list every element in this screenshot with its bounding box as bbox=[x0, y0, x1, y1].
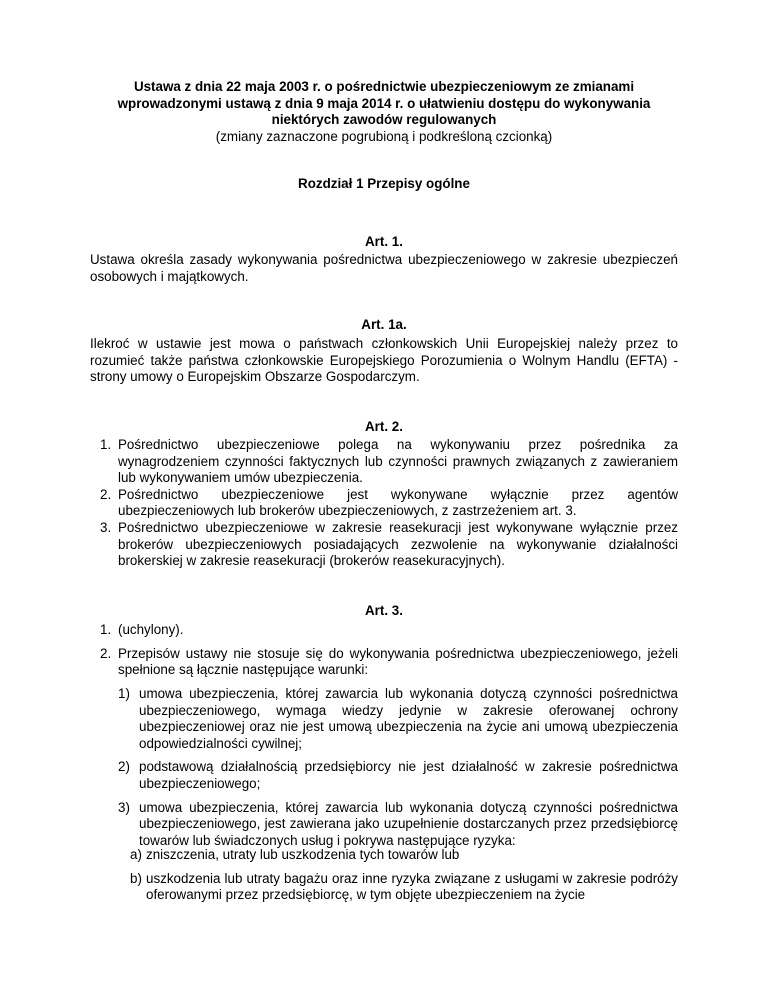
item-number: 3. bbox=[100, 519, 112, 535]
condition-item bbox=[118, 686, 678, 752]
risk-item bbox=[130, 847, 678, 864]
article-1-text: Ustawa określa zasady wykonywania pośrednictwa ubezpieczeniowego w zakresie ubezpieczeń osobowych i majątkowych. bbox=[90, 252, 678, 284]
item-text: Pośrednictwo ubezpieczeniowe jest wykonywane wyłącznie przez agentów ubezpieczeniowych lub brokerów ubezpieczeniowych, z zastrzeżeniem art. 3. bbox=[118, 486, 678, 519]
article-1a-text: Ilekroć w ustawie jest mowa o państwach członkowskich Unii Europejskiej należy przez to rozumieć także państwa członkowskie Europejskiego Porozumienia o Wolnym Handlu (EFTA) - strony umowy o Europejskim Obszarze Gospodarczym. bbox=[90, 336, 678, 385]
item-number: 2. bbox=[100, 645, 112, 661]
item-number: 1. bbox=[100, 622, 112, 637]
condition-text: umowa ubezpieczenia, której zawarcia lub wykonania dotyczą czynności pośrednictwa ubezpieczeniowego, wymaga wiedzy jedynie w zakresie oferowanej ochrony ubezpieczeniowej oraz nie jest umową ubezpieczenia na życie ani umową ubezpieczenia odpowiedzialności cywilnej; bbox=[139, 686, 678, 751]
title-line-1: Ustawa z dnia 22 maja 2003 r. o pośrednictwie ubezpieczeniowym ze zmianami bbox=[133, 79, 635, 94]
list-item bbox=[90, 437, 678, 487]
condition-text: podstawową działalnością przedsiębiorcy nie jest działalność w zakresie pośrednictwa ubezpieczeniowego; bbox=[139, 759, 678, 791]
list-item bbox=[90, 646, 678, 679]
condition-item bbox=[118, 759, 678, 792]
condition-item bbox=[118, 800, 678, 850]
list-item bbox=[90, 487, 678, 520]
article-2-list bbox=[90, 437, 678, 570]
item-text: Przepisów ustawy nie stosuje się do wykonywania pośrednictwa ubezpieczeniowego, jeżeli spełnione są łącznie następujące warunki: bbox=[118, 645, 678, 678]
title-line-2: wprowadzonymi ustawą z dnia 9 maja 2014 r. o ułatwieniu dostępu do wykonywania bbox=[117, 95, 651, 111]
condition-number: 3) bbox=[118, 799, 130, 815]
article-1-heading: Art. 1. bbox=[365, 234, 403, 249]
risk-item bbox=[130, 871, 678, 904]
article-3-conditions bbox=[118, 686, 678, 856]
risk-letter: b) bbox=[130, 870, 142, 886]
article-3-risks bbox=[130, 847, 678, 911]
article-3-list bbox=[90, 622, 678, 686]
document-subtitle: (zmiany zaznaczone pogrubioną i podkreśloną czcionką) bbox=[215, 128, 553, 144]
condition-number: 1) bbox=[118, 686, 130, 701]
article-2-heading: Art. 2. bbox=[365, 419, 403, 434]
chapter-heading: Rozdział 1 Przepisy ogólne bbox=[298, 176, 470, 191]
condition-text: umowa ubezpieczenia, której zawarcia lub wykonania dotyczą czynności pośrednictwa ubezpieczeniowego, jest zawierana jako uzupełnienie dostarczanych przez przedsiębiorcę towarów lub świadczonych usług i pokrywa następujące ryzyka: bbox=[139, 799, 678, 848]
title-line-3: niektórych zawodów regulowanych bbox=[271, 112, 497, 128]
item-text: (uchylony). bbox=[118, 622, 184, 637]
risk-text: zniszczenia, utraty lub uszkodzenia tych towarów lub bbox=[146, 847, 460, 862]
list-item bbox=[90, 622, 678, 639]
item-text: Pośrednictwo ubezpieczeniowe w zakresie reasekuracji jest wykonywane wyłącznie przez brokerów ubezpieczeniowych posiadających zezwolenie na wykonywanie działalności brokerskiej w zakresie reasekuracji (brokerów reasekuracyjnych). bbox=[118, 519, 678, 569]
article-3-heading: Art. 3. bbox=[365, 603, 403, 618]
document-title bbox=[100, 79, 668, 145]
risk-letter: a) bbox=[130, 847, 142, 862]
risk-text: uszkodzenia lub utraty bagażu oraz inne ryzyka związane z usługami w zakresie podróży oferowanymi przez przedsiębiorcę, w tym objęte ubezpieczeniem na życie bbox=[146, 870, 678, 903]
item-number: 2. bbox=[100, 486, 112, 502]
item-number: 1. bbox=[100, 437, 112, 452]
condition-number: 2) bbox=[118, 759, 130, 775]
article-1a-heading: Art. 1a. bbox=[361, 317, 407, 332]
list-item bbox=[90, 520, 678, 570]
item-text: Pośrednictwo ubezpieczeniowe polega na wykonywaniu przez pośrednika za wynagrodzeniem czynności faktycznych lub czynności prawnych związanych z zawieraniem lub wykonywaniem umów ubezpieczenia. bbox=[118, 437, 678, 486]
